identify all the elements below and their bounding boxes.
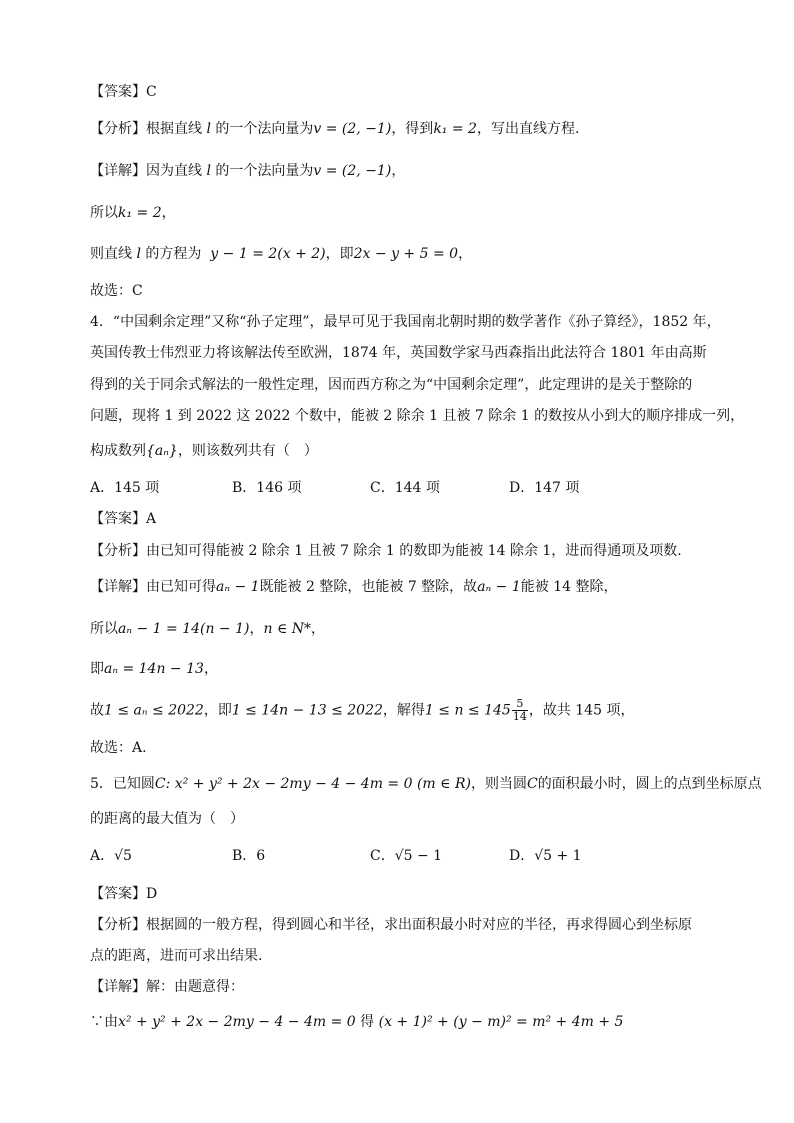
q4-detail: 【详解】由已知可得aₙ − 1既能被 2 整除，也能被 7 整除，故aₙ − 1能被 14 整除，: [90, 579, 618, 595]
circle-general-form: x² + y² + 2x − 2my − 4 − 4m = 0: [118, 1014, 356, 1030]
general-term-expr: aₙ = 14n − 13: [104, 661, 204, 677]
q5-option-a: A．√5: [90, 848, 132, 864]
q4-analysis: 【分析】由已知可得能被 2 除余 1 且被 7 除余 1 的数即为能被 14 除余 1，进而得通项及项数.: [90, 543, 682, 559]
normal-vector: v = (2, −1): [313, 163, 392, 179]
q4-so: 所以aₙ − 1 = 14(n − 1)，n ∈ N*，: [90, 621, 326, 637]
q5-analysis-line-2: 点的距离，进而可求出结果.: [90, 948, 263, 964]
q4-option-c: C．144 项: [370, 480, 440, 496]
recurrence-expr: aₙ − 1 = 14(n − 1): [118, 621, 250, 637]
line-l: l: [132, 246, 146, 262]
solution-expr: 1 ≤ n ≤ 145: [424, 702, 511, 719]
line-l: l: [202, 121, 216, 137]
term-expr: aₙ − 1: [216, 579, 260, 595]
inequality-expr: 1 ≤ aₙ ≤ 2022: [104, 702, 204, 719]
q4-stem-line-2: 英国传教士伟烈亚力将该解法传至欧洲，1874 年，英国数学家马西森指出此法符合 1801 年由高斯: [90, 345, 707, 361]
q5-derivation: ∵由x² + y² + 2x − 2my − 4 − 4m = 0 得 (x + 1)² + (y − m)² = m² + 4m + 5: [90, 1014, 624, 1030]
q4-stem-line-5: 构成数列{aₙ}，则该数列共有（ ）: [90, 443, 318, 459]
general-form-expr: 2x − y + 5 = 0: [353, 246, 459, 262]
slope-expr: k₁ = 2: [118, 205, 162, 221]
sequence-expr: {aₙ}: [146, 443, 178, 459]
q5-option-d: D．√5 + 1: [509, 848, 582, 864]
q5-answer: 【答案】D: [90, 886, 158, 902]
q4-thus: 故1 ≤ aₙ ≤ 2022，即1 ≤ 14n − 13 ≤ 2022，解得1 ≤ n ≤ 145 $\frac{5}{14}$ ，故共 145 项，: [90, 697, 635, 723]
q3-choose: 故选：C: [90, 283, 143, 299]
circle-c: C: [526, 776, 538, 792]
q5-detail: 【详解】解：由题意得：: [90, 979, 244, 995]
slope-expr: k₁ = 2: [433, 121, 477, 137]
q3-line-equation: 则直线 l 的方程为 y − 1 = 2(x + 2)，即2x − y + 5 = 0，: [90, 246, 473, 262]
line-l: l: [202, 163, 216, 179]
q4-stem-line-3: 得到的关于同余式解法的一般性定理，因而西方称之为“中国剩余定理”，此定理讲的是关于整除的: [90, 377, 693, 393]
point-slope-expr: y − 1 = 2(x + 2): [210, 246, 326, 262]
q4-option-a: A．145 项: [90, 480, 160, 496]
q5-option-c: C．√5 − 1: [370, 848, 443, 864]
q5-stem-line-2: 的距离的最大值为（ ）: [90, 811, 244, 827]
term-expr: aₙ − 1: [477, 579, 521, 595]
q4-choose: 故选：A.: [90, 740, 147, 756]
q3-answer: 【答案】C: [90, 84, 157, 100]
inequality-expr: 1 ≤ 14n − 13 ≤ 2022: [231, 702, 383, 719]
q3-detail: 【详解】因为直线 l 的一个法向量为v = (2, −1)，: [90, 163, 406, 179]
q4-answer: 【答案】A: [90, 511, 157, 527]
q4-ie: 即aₙ = 14n − 13，: [90, 661, 218, 677]
q5-stem-line-1: 5．已知圆C: x² + y² + 2x − 2my − 4 − 4m = 0 (m ∈ R)，则当圆C的面积最小时，圆上的点到坐标原点: [90, 776, 762, 792]
q5-analysis-line-1: 【分析】根据圆的一般方程，得到圆心和半径，求出面积最小时对应的半径，再求得圆心到坐标原: [90, 917, 692, 933]
normal-vector: v = (2, −1): [313, 121, 392, 137]
q4-option-d: D．147 项: [509, 480, 580, 496]
q3-analysis: 【分析】根据直线 l 的一个法向量为v = (2, −1)，得到k₁ = 2，写出直线方程.: [90, 121, 580, 137]
q3-so-k: 所以k₁ = 2，: [90, 205, 176, 221]
circle-equation: C: x² + y² + 2x − 2my − 4 − 4m = 0 (m ∈ R): [154, 776, 471, 792]
circle-standard-form: (x + 1)² + (y − m)² = m² + 4m + 5: [378, 1014, 624, 1030]
q4-stem-line-4: 问题，现将 1 到 2022 这 2022 个数中，能被 2 除余 1 且被 7 除余 1 的数按从小到大的顺序排成一列，: [90, 408, 745, 424]
q4-option-b: B．146 项: [232, 480, 302, 496]
fraction: $\frac{5}{14}$: [512, 697, 527, 723]
q5-option-b: B．6: [232, 848, 266, 864]
q4-stem-line-1: 4．“中国剩余定理”又称“孙子定理”，最早可见于我国南北朝时期的数学著作《孙子算经》，1852 年，: [90, 314, 721, 330]
domain-expr: n ∈ N*: [263, 621, 312, 637]
